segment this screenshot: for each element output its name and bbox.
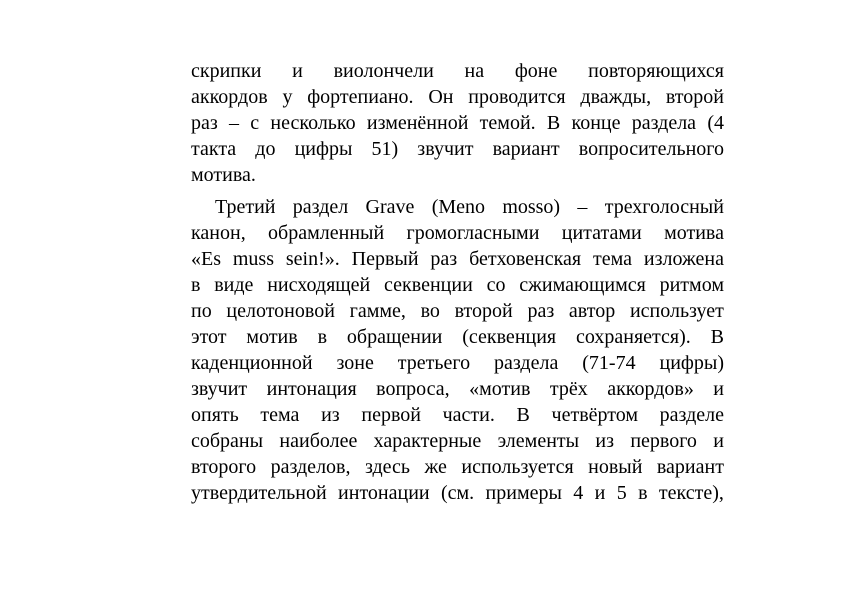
text-line: утвердительной интонации (см. примеры 4 и 5 в тексте),: [191, 482, 724, 504]
text-line: собраны наиболее характерные элементы из первого и: [191, 430, 724, 452]
paragraph-2: [191, 194, 724, 506]
text-line: аккордов у фортепиано. Он проводится дважды, второй: [191, 86, 724, 108]
text-line: этот мотив в обращении (секвенция сохраняется). В: [191, 326, 724, 348]
text-block: [191, 58, 724, 506]
text-line: Третий раздел Grave (Meno mosso) – трехголосный: [215, 196, 724, 218]
text-line: по целотоновой гамме, во второй раз автор использует: [191, 300, 724, 322]
text-line: опять тема из первой части. В четвёртом разделе: [191, 404, 724, 426]
text-line: скрипки и виолончели на фоне повторяющихся: [191, 60, 724, 82]
text-line: канон, обрамленный громогласными цитатами мотива: [191, 222, 724, 244]
text-line: мотива.: [191, 164, 256, 186]
text-line: раз – с несколько изменённой темой. В конце раздела (4: [191, 112, 724, 134]
text-line: «Es muss sein!». Первый раз бетховенская тема изложена: [191, 248, 724, 270]
text-line: каденционной зоне третьего раздела (71-74 цифры): [191, 352, 724, 374]
paragraph-1: [191, 58, 724, 188]
text-line: звучит интонация вопроса, «мотив трёх аккордов» и: [191, 378, 724, 400]
text-line: такта до цифры 51) звучит вариант вопросительного: [191, 138, 724, 160]
text-line: второго разделов, здесь же используется новый вариант: [191, 456, 724, 478]
text-line: в виде нисходящей секвенции со сжимающимся ритмом: [191, 274, 724, 296]
